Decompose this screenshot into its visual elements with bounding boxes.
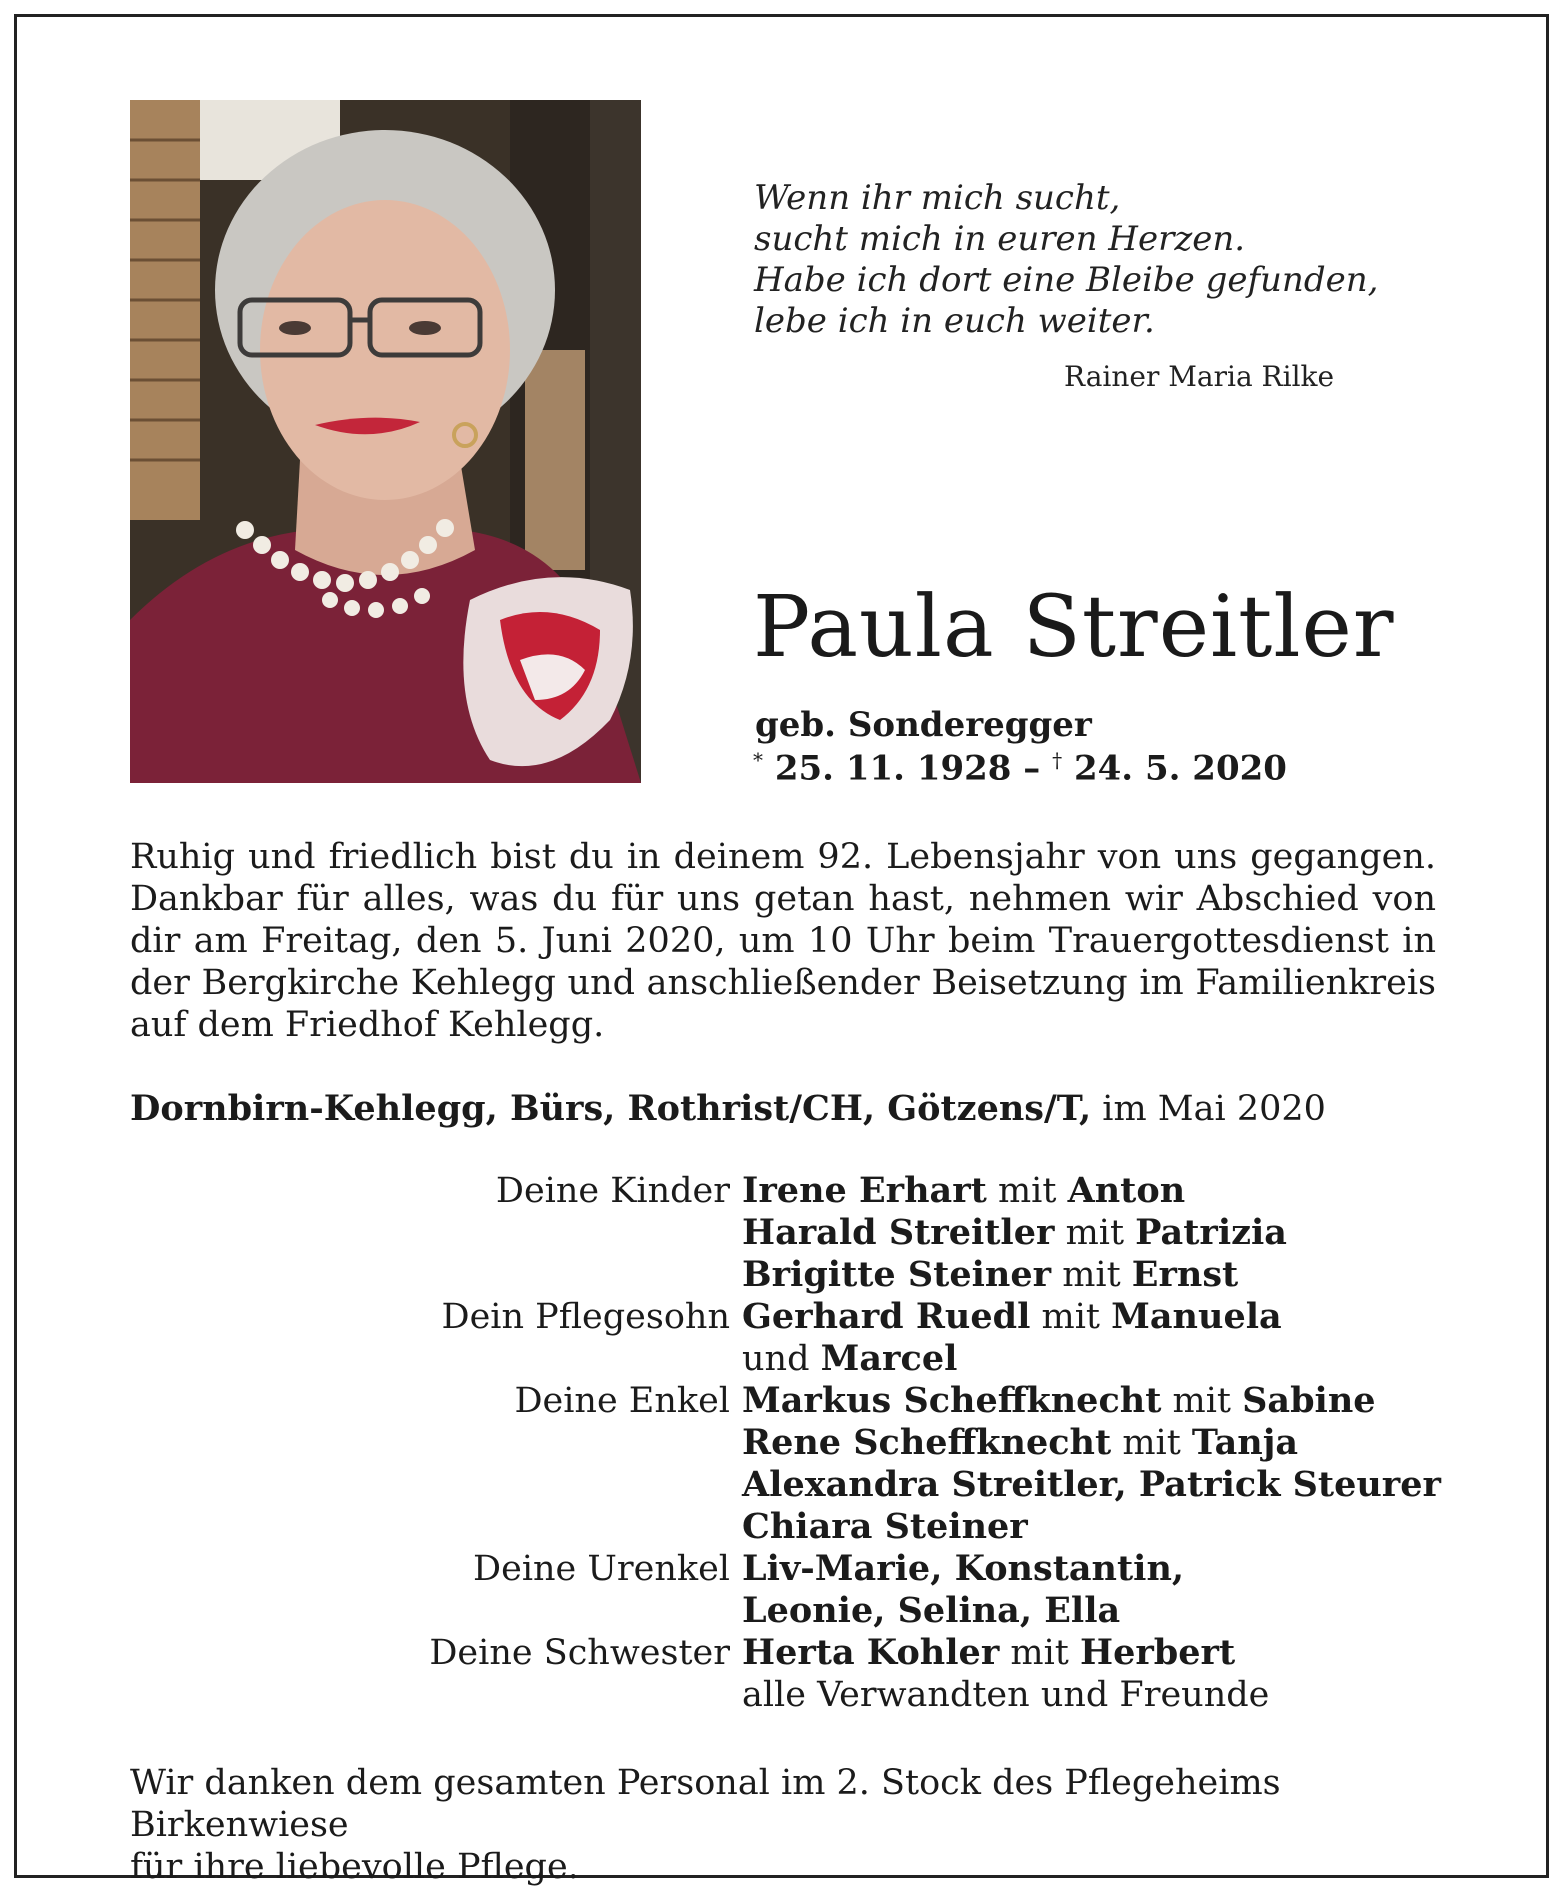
- family-partner: Anton: [1067, 1170, 1186, 1211]
- family-connector: mit: [1122, 1423, 1181, 1463]
- maiden-name: geb. Sonderegger: [755, 705, 1092, 745]
- family-name: Chiara Steiner: [742, 1506, 1028, 1547]
- date-dash: –: [1023, 748, 1041, 789]
- relation-label: [130, 1674, 742, 1716]
- quote-line: Wenn ihr mich sucht,: [754, 178, 1121, 218]
- thanks-text: [130, 1762, 1450, 1888]
- family-row: [130, 1590, 1470, 1632]
- family-partner: Sabine: [1242, 1380, 1376, 1421]
- family-connector: mit: [997, 1171, 1057, 1211]
- family-partner: Patrizia: [1135, 1212, 1287, 1253]
- family-partner: Tanja: [1191, 1422, 1299, 1463]
- family-row: [130, 1338, 1470, 1380]
- family-row: [130, 1212, 1470, 1254]
- family-row: [130, 1296, 1470, 1338]
- family-name: Alexandra Streitler, Patrick Steurer: [742, 1464, 1441, 1505]
- thanks-line: Wir danken dem gesamten Personal im 2. Stock des Pflegeheims Birkenwiese: [130, 1763, 1281, 1845]
- family-names: [742, 1170, 1470, 1212]
- family-partner: Marcel: [820, 1338, 958, 1379]
- family-names: [742, 1296, 1470, 1338]
- family-names: [742, 1380, 1470, 1422]
- family-row: [130, 1464, 1470, 1506]
- relation-label: [130, 1590, 742, 1632]
- family-names: [742, 1632, 1470, 1674]
- family-name: Irene Erhart: [742, 1170, 987, 1211]
- thanks-line: für ihre liebevolle Pflege.: [130, 1847, 579, 1887]
- relation-label: Deine Urenkel: [473, 1549, 730, 1589]
- family-row: [130, 1632, 1470, 1674]
- family-row: [130, 1380, 1470, 1422]
- family-partner: Manuela: [1111, 1296, 1282, 1337]
- place-date: im Mai 2020: [1102, 1089, 1326, 1129]
- relation-label: [130, 1506, 742, 1548]
- poem-quote: [754, 178, 1378, 342]
- life-dates: [753, 748, 1287, 788]
- family-name: Brigitte Steiner: [742, 1254, 1052, 1295]
- family-connector: mit: [1062, 1255, 1121, 1295]
- family-names: [742, 1422, 1470, 1464]
- relation-label: [130, 1464, 742, 1506]
- quote-line: Habe ich dort eine Bleibe gefunden,: [754, 260, 1379, 300]
- family-name: Herta Kohler: [742, 1632, 1000, 1673]
- family-names: [742, 1338, 1470, 1380]
- quote-line: lebe ich in euch weiter.: [754, 301, 1155, 341]
- relation-label: Deine Kinder: [495, 1171, 730, 1211]
- place-line: [130, 1088, 1326, 1129]
- deceased-name: Paula Streitler: [753, 578, 1395, 677]
- family-name: Rene Scheffknecht: [742, 1422, 1112, 1463]
- relation-label: Deine Enkel: [514, 1381, 730, 1421]
- family-row: [130, 1254, 1470, 1296]
- death-symbol: †: [1052, 748, 1063, 772]
- family-names: [742, 1212, 1470, 1254]
- family-connector: alle Verwandten und Freunde: [742, 1675, 1270, 1715]
- family-row: [130, 1170, 1470, 1212]
- birth-symbol: *: [753, 748, 763, 772]
- family-connector: mit: [1041, 1297, 1100, 1337]
- birth-date: 25. 11. 1928: [774, 748, 1012, 789]
- death-date: 24. 5. 2020: [1073, 748, 1287, 789]
- family-names: [742, 1590, 1470, 1632]
- relation-label: Dein Pflegesohn: [441, 1297, 730, 1337]
- family-row: [130, 1422, 1470, 1464]
- relation-label: Deine Schwester: [429, 1633, 730, 1673]
- family-connector: und: [742, 1339, 810, 1379]
- relation-label: [130, 1422, 742, 1464]
- relation-label: [130, 1338, 742, 1380]
- family-names: [742, 1548, 1470, 1590]
- family-list: [130, 1170, 1470, 1716]
- relation-label: [130, 1254, 742, 1296]
- family-name: Markus Scheffknecht: [742, 1380, 1162, 1421]
- relation-label: [130, 1212, 742, 1254]
- quote-line: sucht mich in euren Herzen.: [754, 219, 1246, 259]
- family-names: [742, 1506, 1470, 1548]
- place-locations: Dornbirn-Kehlegg, Bürs, Rothrist/CH, Götzens/T,: [130, 1088, 1092, 1129]
- family-partner: Ernst: [1131, 1254, 1239, 1295]
- portrait-photo: [130, 100, 641, 783]
- announcement-text: Ruhig und friedlich bist du in deinem 92. Lebensjahr von uns gegangen. Dankbar für alles, was du für uns getan hast, nehmen wir Abschied von dir am Freitag, den 5. Juni 2020, um 10 Uhr beim Trauergottesdienst in der Bergkirche Kehlegg und anschließender Beisetzung im Familienkreis auf dem Friedhof Kehlegg.: [130, 837, 1436, 1045]
- family-name: Liv-Marie, Konstantin,: [742, 1548, 1185, 1589]
- family-name: Gerhard Ruedl: [742, 1296, 1031, 1337]
- family-partner: Herbert: [1080, 1632, 1236, 1673]
- family-row: [130, 1506, 1470, 1548]
- family-name: Harald Streitler: [742, 1212, 1055, 1253]
- family-row: [130, 1674, 1470, 1716]
- family-row: [130, 1548, 1470, 1590]
- family-connector: mit: [1010, 1633, 1069, 1673]
- family-names: [742, 1674, 1470, 1716]
- quote-author: Rainer Maria Rilke: [1064, 360, 1335, 393]
- family-connector: mit: [1065, 1213, 1125, 1253]
- family-names: [742, 1464, 1470, 1506]
- family-connector: mit: [1172, 1381, 1231, 1421]
- family-name: Leonie, Selina, Ella: [742, 1590, 1121, 1631]
- family-names: [742, 1254, 1470, 1296]
